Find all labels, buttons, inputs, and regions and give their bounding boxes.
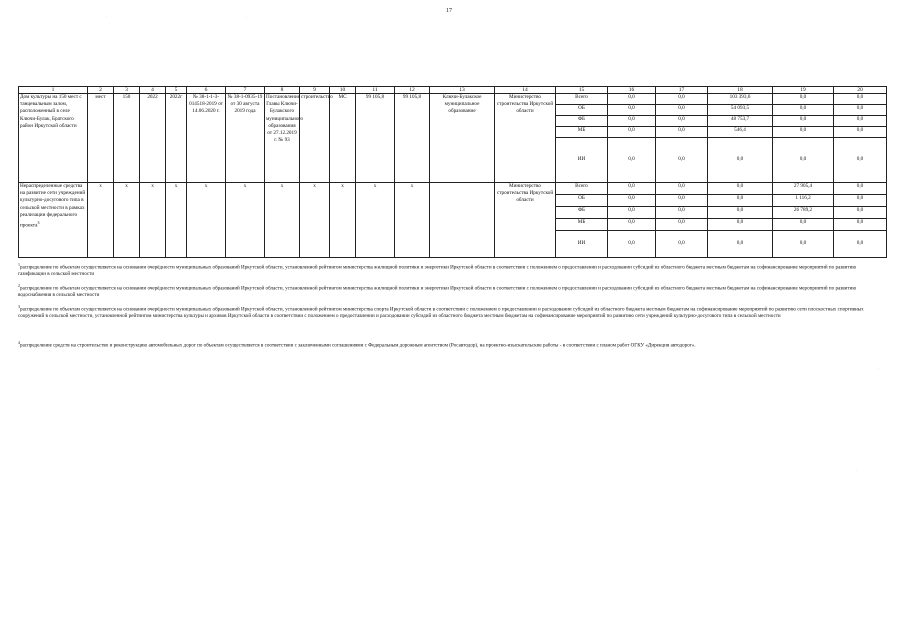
estimate-cell: № 38-1-0935-19 от 30 августа 2019 года <box>226 94 265 183</box>
col-header: 3 <box>114 87 140 94</box>
column-number-row <box>19 87 887 94</box>
x-cell: x <box>265 183 300 258</box>
source-cell: ФБ <box>556 116 608 127</box>
x-cell: x <box>114 183 140 258</box>
value-cell: 0,0 <box>708 207 773 219</box>
source-cell: Всего <box>556 183 608 195</box>
col-header: 12 <box>395 87 430 94</box>
value-cell: 0,0 <box>773 94 834 105</box>
object-name: Дом культуры на 150 мест с танцевальным залом, расположенный в селе Ключи-Булак, Братского район Иркутской области <box>19 94 88 183</box>
col-header: 1 <box>19 87 88 94</box>
footnote <box>18 340 868 349</box>
col-header: 14 <box>495 87 556 94</box>
ownership-cell: МС <box>330 94 356 183</box>
col-header: 4 <box>140 87 166 94</box>
source-cell: ФБ <box>556 207 608 219</box>
ministry-cell: Министерство строительства Иркутской области <box>495 94 556 183</box>
value-cell: 0,0 <box>708 231 773 258</box>
value-cell: 0,0 <box>608 195 656 207</box>
value-cell: 0,0 <box>834 183 887 195</box>
value-cell: 0,0 <box>708 183 773 195</box>
footnote-number: 2 <box>18 283 20 288</box>
col-header: 10 <box>330 87 356 94</box>
value-cell: 0,0 <box>773 127 834 138</box>
source-cell: ИИ <box>556 231 608 258</box>
col-header: 7 <box>226 87 265 94</box>
value-cell: 0,0 <box>608 127 656 138</box>
resolution-cell: Постановление Главы Ключи-Булакского муниципального образования от 27.12.2019 г. № 93 <box>265 94 300 183</box>
value-cell: 0,0 <box>656 195 708 207</box>
col-header: 2 <box>88 87 114 94</box>
object-name <box>19 183 88 258</box>
value-cell: 0,0 <box>773 116 834 127</box>
value-cell: 0,0 <box>656 219 708 231</box>
x-cell: x <box>330 183 356 258</box>
source-cell: МБ <box>556 219 608 231</box>
x-cell: x <box>166 183 187 258</box>
value-cell: 0,0 <box>773 231 834 258</box>
x-cell: x <box>226 183 265 258</box>
value-cell: 1 116,2 <box>773 195 834 207</box>
expertise-cell: № 38-1-1-3-014518-2019 от 14.06.2020 г. <box>187 94 226 183</box>
value-cell: 0,0 <box>834 94 887 105</box>
value-cell: 0,0 <box>773 105 834 116</box>
cost-cell: 99 105,8 <box>356 94 395 183</box>
value-cell: 0,0 <box>608 105 656 116</box>
table-row <box>19 94 887 105</box>
object-name-text: Нераспределенные средства на развитие сети учреждений культурно-досугового типа в сельской местности в рамках реализации федерального проекта <box>20 183 86 229</box>
construction-objects-table <box>18 86 887 258</box>
footnote-text: распределение по объектам осуществляется на основании очерёдности муниципальных образований Иркутской области, установленной рейтингом министерства жилищной политики и энергетики Иркутской области в соответствии с положением о предоставлении и расходовании субсидий из областного бюджета местным бюджетам на софинансирование мероприятий по развитию газификации в сельской местности <box>18 264 857 278</box>
footnote-ref: 3 <box>37 220 40 226</box>
col-header: 17 <box>656 87 708 94</box>
value-cell: 0,0 <box>656 183 708 195</box>
col-header: 20 <box>834 87 887 94</box>
col-header: 9 <box>300 87 330 94</box>
source-cell: ИИ <box>556 138 608 183</box>
value-cell: 546,4 <box>708 127 773 138</box>
footnote <box>18 304 868 320</box>
value-cell: 0,0 <box>834 195 887 207</box>
value-cell: 0,0 <box>608 219 656 231</box>
source-cell: ОБ <box>556 105 608 116</box>
value-cell: 0,0 <box>834 127 887 138</box>
scan-speck: · <box>856 468 858 473</box>
value-cell: 54 093,5 <box>708 105 773 116</box>
value-cell: 0,0 <box>608 116 656 127</box>
scan-speck: · <box>246 15 248 20</box>
source-cell: ОБ <box>556 195 608 207</box>
footnote-number: 4 <box>18 340 20 345</box>
x-cell: x <box>395 183 430 258</box>
value-cell: 0,0 <box>608 183 656 195</box>
value-cell: 26 789,2 <box>773 207 834 219</box>
col-header: 13 <box>430 87 495 94</box>
value-cell: 0,0 <box>656 127 708 138</box>
value-cell: 0,0 <box>834 207 887 219</box>
value-cell: 0,0 <box>834 219 887 231</box>
value-cell: 0,0 <box>608 94 656 105</box>
col-header: 11 <box>356 87 395 94</box>
col-header: 19 <box>773 87 834 94</box>
municipality-cell: Ключи-Булакское муниципальное образование <box>430 94 495 183</box>
x-cell: x <box>300 183 330 258</box>
value-cell: 0,0 <box>608 138 656 183</box>
col-header: 8 <box>265 87 300 94</box>
footnote-number: 3 <box>18 304 20 309</box>
value-cell: 0,0 <box>656 231 708 258</box>
value-cell: 27 905,4 <box>773 183 834 195</box>
value-cell: 0,0 <box>708 195 773 207</box>
footnote-text: распределение по объектам осуществляется на основании очерёдности муниципальных образований Иркутской области, установленной рейтингом министерства спорта Иркутской области в соответствии с положением о предоставлении и расходовании субсидий из областного бюджета местным бюджетам на софинансирование мероприятий по развитию сети плоскостных спортивных сооружений в сельской местности, установленной рейтингом министерства культуры и архивов Иркутской области в соответствии с положением о предоставлении и расходовании субсидий из областного бюджета местным бюджетам на софинансирование мероприятий по развитию сети учреждений культурно-досугового типа в сельской местности <box>18 306 864 320</box>
value-cell: 48 753,7 <box>708 116 773 127</box>
year-cell: 2022 <box>140 94 166 183</box>
year-cell: 2022г <box>166 94 187 183</box>
col-header: 6 <box>187 87 226 94</box>
cost-cell: 99 105,8 <box>395 94 430 183</box>
value-cell: 0,0 <box>834 231 887 258</box>
capacity-cell: 150 <box>114 94 140 183</box>
ministry-cell: Министерство строительства Иркутской области <box>495 183 556 258</box>
value-cell: 0,0 <box>608 207 656 219</box>
source-cell: МБ <box>556 127 608 138</box>
value-cell: 0,0 <box>708 138 773 183</box>
value-cell: 0,0 <box>834 116 887 127</box>
col-header: 18 <box>708 87 773 94</box>
value-cell: 0,0 <box>656 138 708 183</box>
scan-speck: · <box>106 14 108 19</box>
col-header: 16 <box>608 87 656 94</box>
value-cell: 0,0 <box>708 219 773 231</box>
value-cell: 0,0 <box>834 138 887 183</box>
x-cell: x <box>356 183 395 258</box>
empty-cell <box>430 183 495 258</box>
value-cell: 0,0 <box>656 116 708 127</box>
footnote-number: 1 <box>18 262 20 267</box>
x-cell: x <box>88 183 114 258</box>
work-type-cell: строительство <box>300 94 330 183</box>
footnote-text: распределение средств на строительство и реконструкцию автомобильных дорог по объектам осуществляется в соответствии с заключенными соглашениями с Федеральным дорожным агентством (Росавтодор), на проектно-изыскательские работы - в соответствии с планом работ ОГКУ «Дирекция автодорог». <box>20 342 696 349</box>
value-cell: 103 393,6 <box>708 94 773 105</box>
x-cell: x <box>187 183 226 258</box>
value-cell: 0,0 <box>834 105 887 116</box>
footnote <box>18 262 868 278</box>
x-cell: x <box>140 183 166 258</box>
value-cell: 0,0 <box>656 207 708 219</box>
scan-speck: · <box>878 366 880 371</box>
col-header: 15 <box>556 87 608 94</box>
col-header: 5 <box>166 87 187 94</box>
source-cell: Всего <box>556 94 608 105</box>
value-cell: 0,0 <box>608 231 656 258</box>
value-cell: 0,0 <box>656 94 708 105</box>
value-cell: 0,0 <box>656 105 708 116</box>
table-row <box>19 183 887 195</box>
footnote-text: распределение по объектам осуществляется на основании очерёдности муниципальных образований Иркутской области, установленной рейтингом министерства жилищной политики и энергетики Иркутской области в соответствии с положением о предоставлении и расходовании субсидий из областного бюджета местным бюджетам на софинансирование мероприятий по развитию водоснабжения в сельской местности <box>18 285 857 299</box>
footnote <box>18 283 868 299</box>
page-number: 17 <box>446 8 452 14</box>
value-cell: 0,0 <box>773 138 834 183</box>
value-cell: 0,0 <box>773 219 834 231</box>
unit-cell: мест <box>88 94 114 183</box>
